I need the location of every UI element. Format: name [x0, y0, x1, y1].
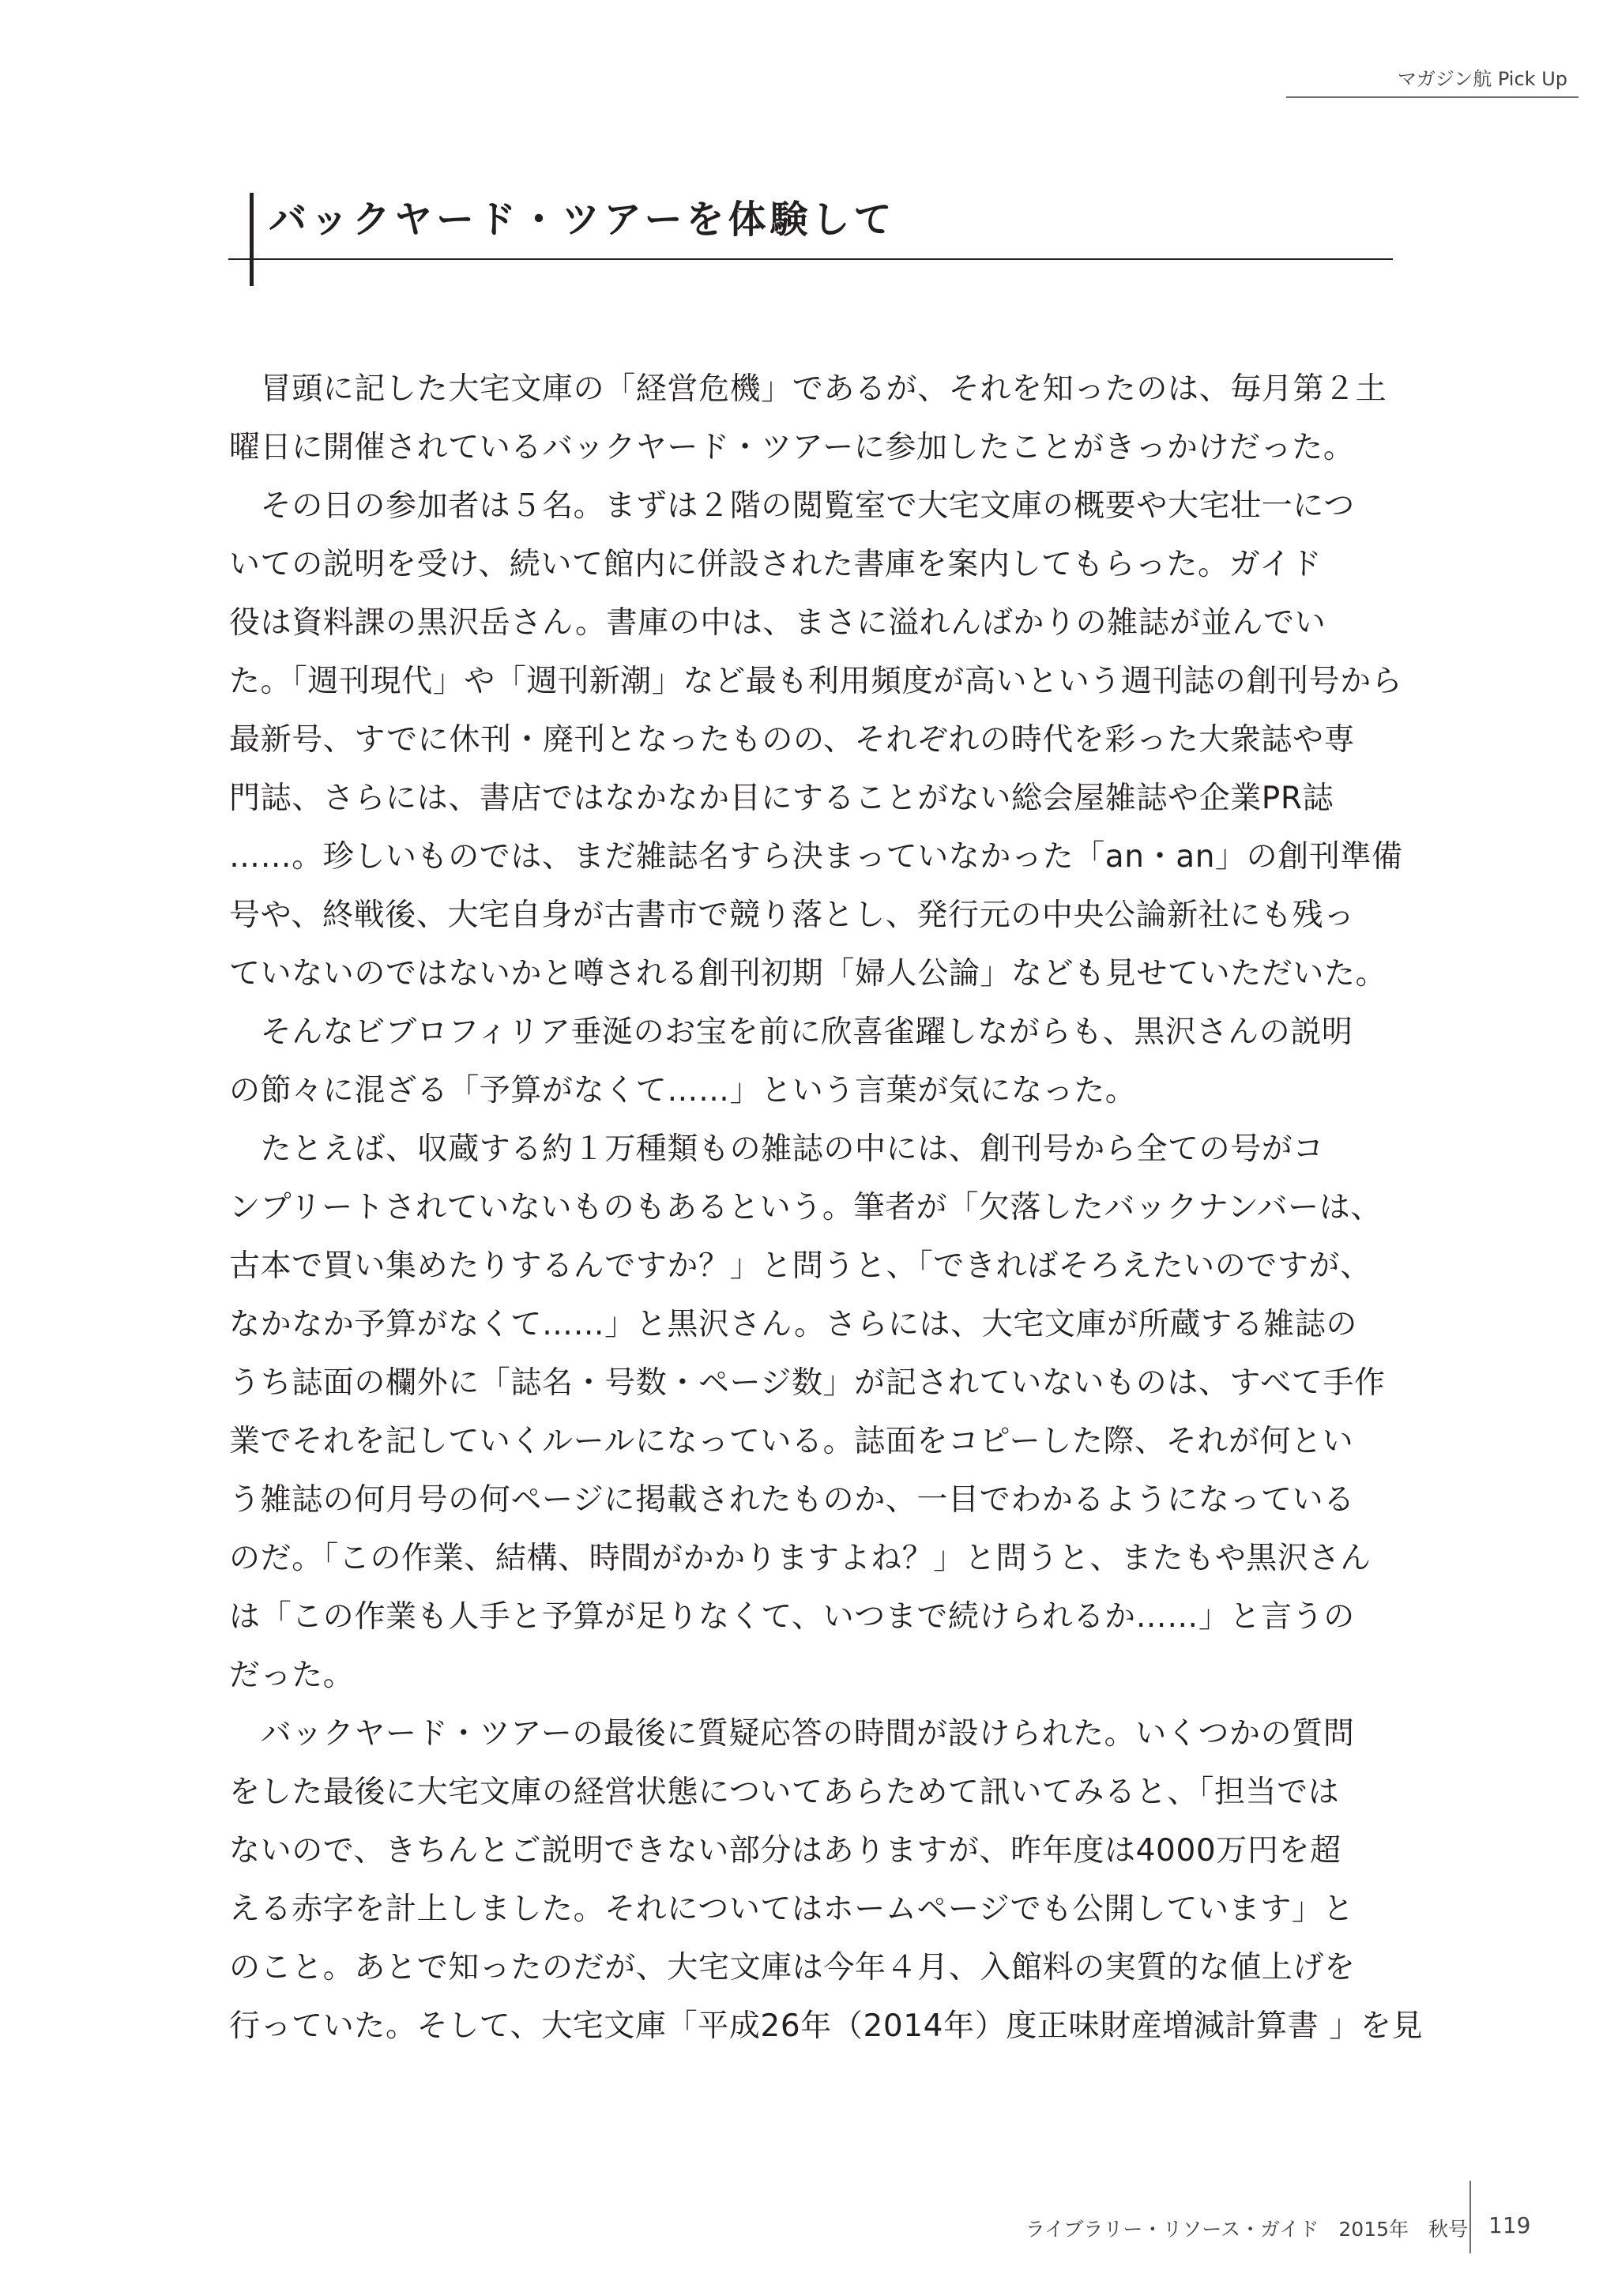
footer-source: ライブラリー・リソース・ガイド 2015年 秋号 [1025, 2218, 1468, 2241]
text-line: たとえば、収蔵する約１万種類もの雑誌の中には、創刊号から全ての号がコ [229, 1131, 1325, 1167]
text-line: ていないのではないかと噂される創刊初期「婦人公論」なども見せていただいた。 [229, 956, 1387, 992]
text-line: 曜日に開催されているバックヤード・ツアーに参加したことがきっかけだった。 [229, 430, 1355, 465]
text-line: の節々に混ざる「予算がなくて……」という言葉が気になった。 [229, 1073, 1137, 1108]
text-line: 門誌、さらには、書店ではなかなか目にすることがない総会屋雑誌や企業PR誌 [229, 781, 1334, 816]
text-line: 最新号、すでに休刊・廃刊となったものの、それぞれの時代を彩った大衆誌や専 [229, 722, 1356, 758]
paragraph [229, 1705, 1424, 2056]
page-number: 119 [1488, 2212, 1531, 2238]
text-line: う雑誌の何月号の何ページに掲載されたものか、一目でわかるようになっている [229, 1482, 1355, 1518]
text-line: ンプリートされていないものもあるという。筆者が「欠落したバックナンバーは、 [229, 1190, 1382, 1225]
text-line: 号や、終戦後、大宅自身が古書市で競り落とし、発行元の中央公論新社にも残っ [229, 898, 1355, 933]
text-line: た。「週刊現代」や「週刊新潮」など最も利用頻度が高いという週刊誌の創刊号から [229, 664, 1403, 699]
article-body [229, 360, 1424, 2056]
text-line: をした最後に大宅文庫の経営状態についてあらためて訊いてみると、「担当では [229, 1775, 1340, 1810]
text-line: は「この作業も人手と予算が足りなくて、いつまで続けられるか……」と言うの [229, 1599, 1355, 1635]
text-line: 行っていた。そして、大宅文庫「平成26年（2014年）度正味財産増減計算書 」を見 [229, 2008, 1424, 2044]
text-line: その日の参加者は５名。まずは２階の閲覧室で大宅文庫の概要や大宅壮一につ [229, 488, 1355, 524]
paragraph [229, 1003, 1392, 1120]
section-title: バックヤード・ツアーを体験して [269, 198, 896, 242]
title-accent-bar [250, 193, 254, 286]
text-line: 役は資料課の黒沢岳さん。書庫の中は、まさに溢れんばかりの雑誌が並んでい [229, 605, 1326, 641]
paragraph [229, 477, 1403, 1003]
text-line: える赤字を計上しました。それについてはホームページでも公開しています」と [229, 1891, 1355, 1927]
text-line: いての説明を受け、続いて館内に併設された書庫を案内してもらった。ガイド [229, 547, 1323, 582]
paragraph [229, 1120, 1392, 1705]
text-line: 冒頭に記した大宅文庫の「経営危機」であるが、それを知ったのは、毎月第２土 [229, 371, 1387, 407]
footer-divider [1469, 2181, 1471, 2253]
text-line: 業でそれを記していくルールになっている。誌面をコピーした際、それが何とい [229, 1424, 1354, 1459]
text-line: のだ。「この作業、結構、時間がかかりますよね？」と問うと、またもや黒沢さん [229, 1541, 1372, 1576]
text-line: バックヤード・ツアーの最後に質疑応答の時間が設けられた。いくつかの質問 [229, 1716, 1355, 1752]
text-line: なかなか予算がなくて……」と黒沢さん。さらには、大宅文庫が所蔵する雑誌の [229, 1307, 1357, 1342]
text-line: だった。 [229, 1658, 355, 1693]
running-header [1286, 62, 1578, 98]
text-line: 古本で買い集めたりするんですか？」と問うと、「できればそろえたいのですが、 [229, 1248, 1372, 1284]
text-line: のこと。あとで知ったのだが、大宅文庫は今年４月、入館料の実質的な値上げを [229, 1950, 1356, 1985]
text-line: そんなビブロフィリア垂涎のお宝を前に欣喜雀躍しながらも、黒沢さんの説明 [229, 1014, 1353, 1050]
text-line: うち誌面の欄外に「誌名・号数・ページ数」が記されていないものは、すべて手作 [229, 1365, 1386, 1401]
text-line: ないので、きちんとご説明できない部分はありますが、昨年度は4000万円を超 [229, 1833, 1341, 1869]
paragraph [229, 360, 1392, 477]
title-rule [228, 258, 1393, 260]
running-header-text: マガジン航 Pick Up [1397, 68, 1567, 90]
text-line: ……。珍しいものでは、まだ雑誌名すら決まっていなかった「an・an」の創刊準備 [229, 839, 1403, 875]
